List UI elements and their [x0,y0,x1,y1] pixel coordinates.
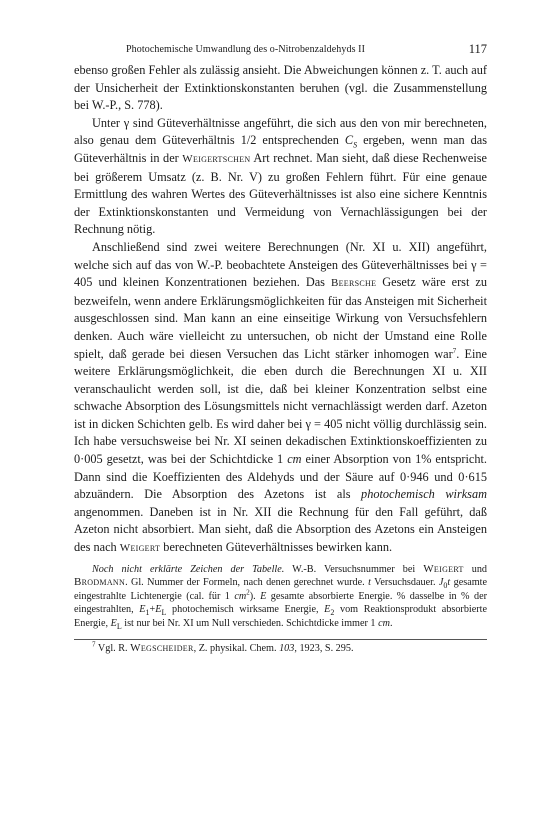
text-run: . [389,618,393,629]
symbol-c: C [344,133,354,148]
page [74,40,487,655]
symbol-t: t [447,577,451,589]
subscript: L [116,622,122,632]
author-wegscheider: Wegscheider [130,641,194,654]
emphasis: photochemisch wirksam [361,487,487,502]
symbol-e: E [260,590,267,602]
running-header [74,40,487,62]
author-weigert: Weigertschen [182,152,251,165]
running-title: Photochemische Umwandlung des o-Nitrobenzaldehyds II [126,44,366,55]
author-brodmann: Brodmann [74,576,126,589]
text-run: Vgl. R. [95,642,131,654]
text-run: Unter γ sind Güteverhältnisse angeführt, die sich aus den von mir berechneten, also genau dem Güteverhältnis 1/2 entsprechenden [74,115,487,148]
footnote-rule [74,639,487,640]
paragraph-1: ebenso großen Fehler als zulässig ansieht. Die Abweichungen können z. T. auch auf der Unsicherheit der Extinktionskonstanten beruhen (vgl. die Zusammenstellung bei W.-P., S. 778). [74,63,487,113]
text-run: W.-B. Versuchsnummer bei [284,563,424,575]
text-run: , Z. physikal. Chem. [193,642,280,654]
text-run: gesamte eingestrahlte Lichtenergie (cal. für 1 [74,577,487,602]
unit-cm: cm [287,452,302,467]
author-beer: Beersche [330,277,377,290]
footnote-ref: 7 [452,346,457,355]
subscript: 1 [145,608,150,618]
text-run: Anschließend sind zwei weitere Berechnungen (Nr. XI u. XII) angeführt, welche sich auf das von W.-P. beobachtete Ansteigen des Güteverhältnisses bei γ = 405 und kleinen Konzentrationen beziehen. Das [74,239,487,290]
subscript: 0 [443,581,448,591]
text-run: . Gl. Nummer der Formeln, nach denen gerechnet wurde. [125,577,369,589]
text-run: einer Absorption von 1% entspricht. Dann sind die Koeffizienten des Aldehyds und der Säure auf 0·946 und 0·615 abzuändern. Die Absorption des Azetons ist als [74,452,487,502]
author-weigert: Weigert [423,562,464,575]
text-run: . Eine weitere Erklärungsmöglichkeit, die eben durch die Berechnungen XI u. XII veranschaulicht werden soll, ist die, daß bei kleiner Konzentration selbst eine schwache Absorption des Lösungsmittels nicht vernachlässigt werden darf. Azeton ist in dicken Schichten gelb. Es wird daher bei γ = 405 nicht völlig durchlässig sein. Ich habe versuchsweise bei Nr. XI seinen dekadischen Extinktionskoeffizienten zu 0·005 gesetzt, was bei der Schichtdicke 1 [74,346,487,467]
symbol-e: E [324,604,331,616]
unit-cm: cm [378,618,390,629]
text-run: Art rechnet. Man sieht, daß diese Rechenweise bei größerem Umsatz (z. B. Nr. V) zu großen Fehlern führt. Für eine genaue Ermittlung des wahren Wertes des Güteverhältnisses ist also eine sichere Kenntnis der Extinktionskonstanten und Vermeidung von Vernachlässigungen bei der Rechnung nötig. [74,150,487,237]
text-run: angenommen. Daneben ist in Nr. XII die Rechnung für den Fall geführt, daß Azeton nicht absorbiert. Man sieht, daß die Absorption des Azetons ein Ansteigen des nach [74,504,487,555]
unit-cm: cm [234,590,247,602]
paragraph-3 [74,239,487,558]
footnote-number: 7 [92,640,96,649]
text-run: Gesetz wäre erst zu bezweifeln, wenn andere Erklärungsmöglichkeiten für das Ansteigen mit Sicherheit ausgeschlossen sind. Man kann an eine einseitige Wirkung von Versuchsfehlern denken. Auch wäre vielleicht zu untersuchen, ob nicht der Umstand eine Rolle spielt, daß gerade bei diesen Versuchen das Licht stärker inhomogen war [74,275,487,361]
subscript-s: S [353,140,358,150]
symbol-t: t [368,577,371,589]
symbol-cs [344,133,358,150]
subscript: 2 [330,608,335,618]
superscript: 2 [246,588,250,597]
table-notes [74,563,487,631]
text-run: und [463,563,488,575]
footnote [74,642,487,655]
volume-number: 103 [279,642,295,654]
author-weigert: Weigert [119,542,161,555]
text-run: , 1923, S. 295. [294,642,354,654]
text-run: Versuchsdauer. [370,577,439,589]
symbol-e: E [155,604,162,616]
page-number: 117 [468,42,487,56]
text-run: + [149,604,156,616]
subscript: L [161,608,167,618]
paragraph-2 [74,115,487,239]
text-run: vom Reaktionsprodukt absorbierte Energie, [74,604,488,629]
text-run: gesamte absorbierte Energie. % dasselbe in % der eingestrahlten, [74,590,487,616]
text-run: photochemisch wirksame Energie, [166,604,325,616]
symbol-e: E [139,604,146,616]
text-run: ist nur bei Nr. XI um Null verschieden. Schichtdicke immer 1 [121,618,379,629]
symbol-e: E [110,618,117,629]
text-run: berechneten Güteverhältnisses bewirken kann. [160,540,393,555]
text-run: ergeben, wenn man das Güteverhältnis in der [74,133,488,165]
notes-title: Noch nicht erklärte Zeichen der Tabelle. [92,563,285,575]
notes-paragraph [74,563,487,631]
body-text [74,62,487,558]
symbol-j: J [438,577,444,589]
text-run: ). [249,590,261,602]
